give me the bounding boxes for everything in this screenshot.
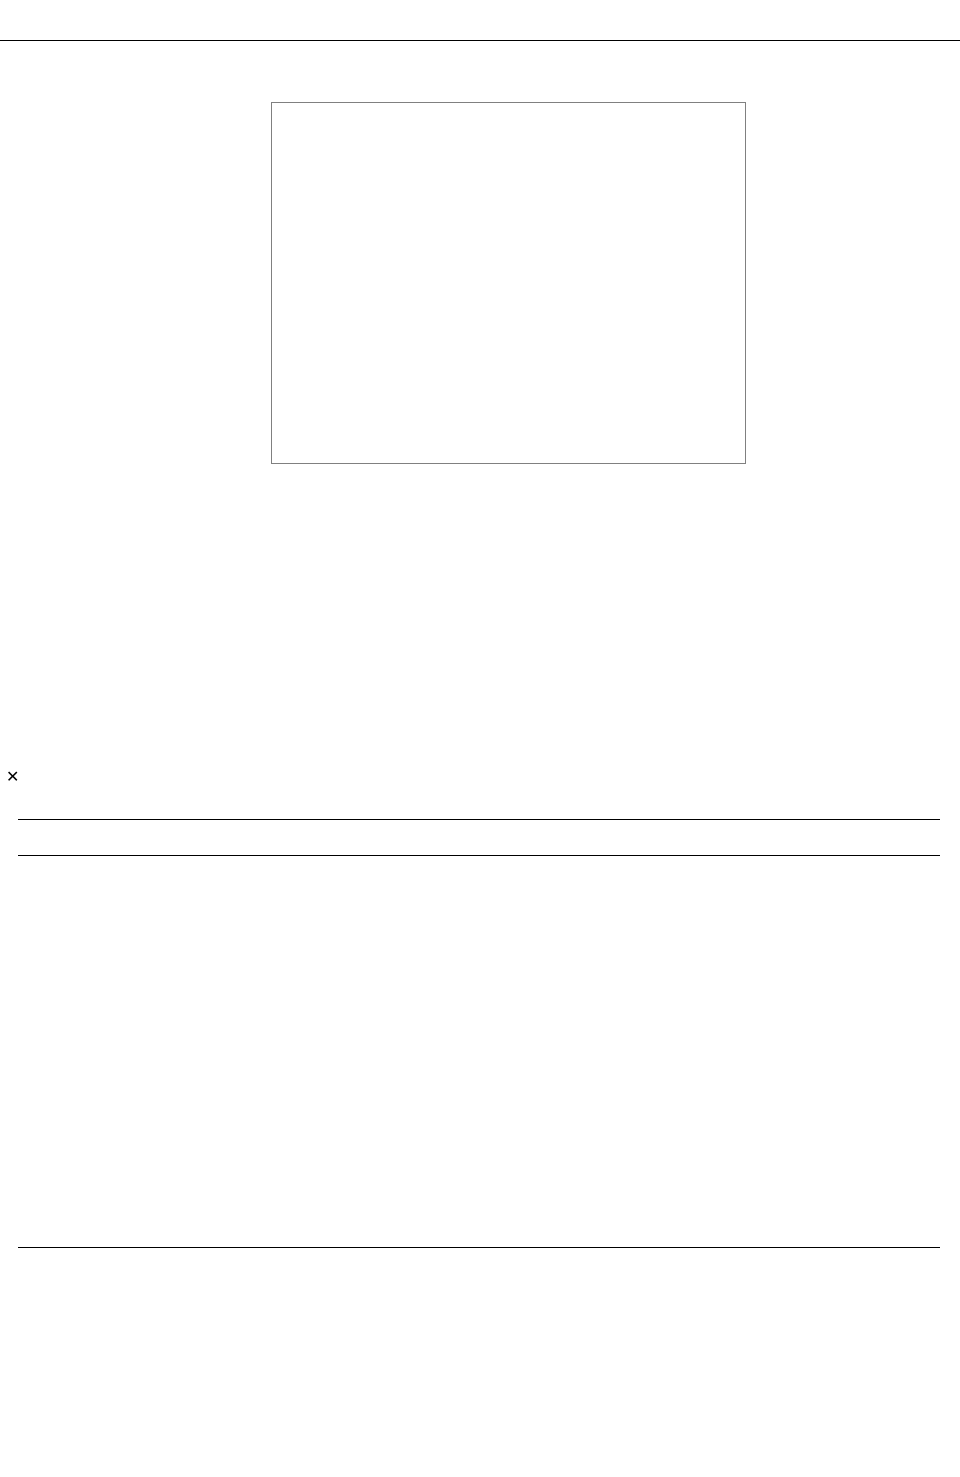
times-icon: ✕ <box>6 769 20 786</box>
allometry-scatter-chart <box>272 103 745 463</box>
body-paragraph <box>5 585 956 614</box>
figure-frame <box>271 102 746 464</box>
table-title <box>5 765 20 788</box>
header-rule <box>0 40 960 41</box>
table-bottom-rule <box>18 1247 940 1248</box>
table-top-rule <box>18 819 940 820</box>
table-header-rule <box>18 855 940 856</box>
discussion-paragraph <box>5 1418 956 1447</box>
